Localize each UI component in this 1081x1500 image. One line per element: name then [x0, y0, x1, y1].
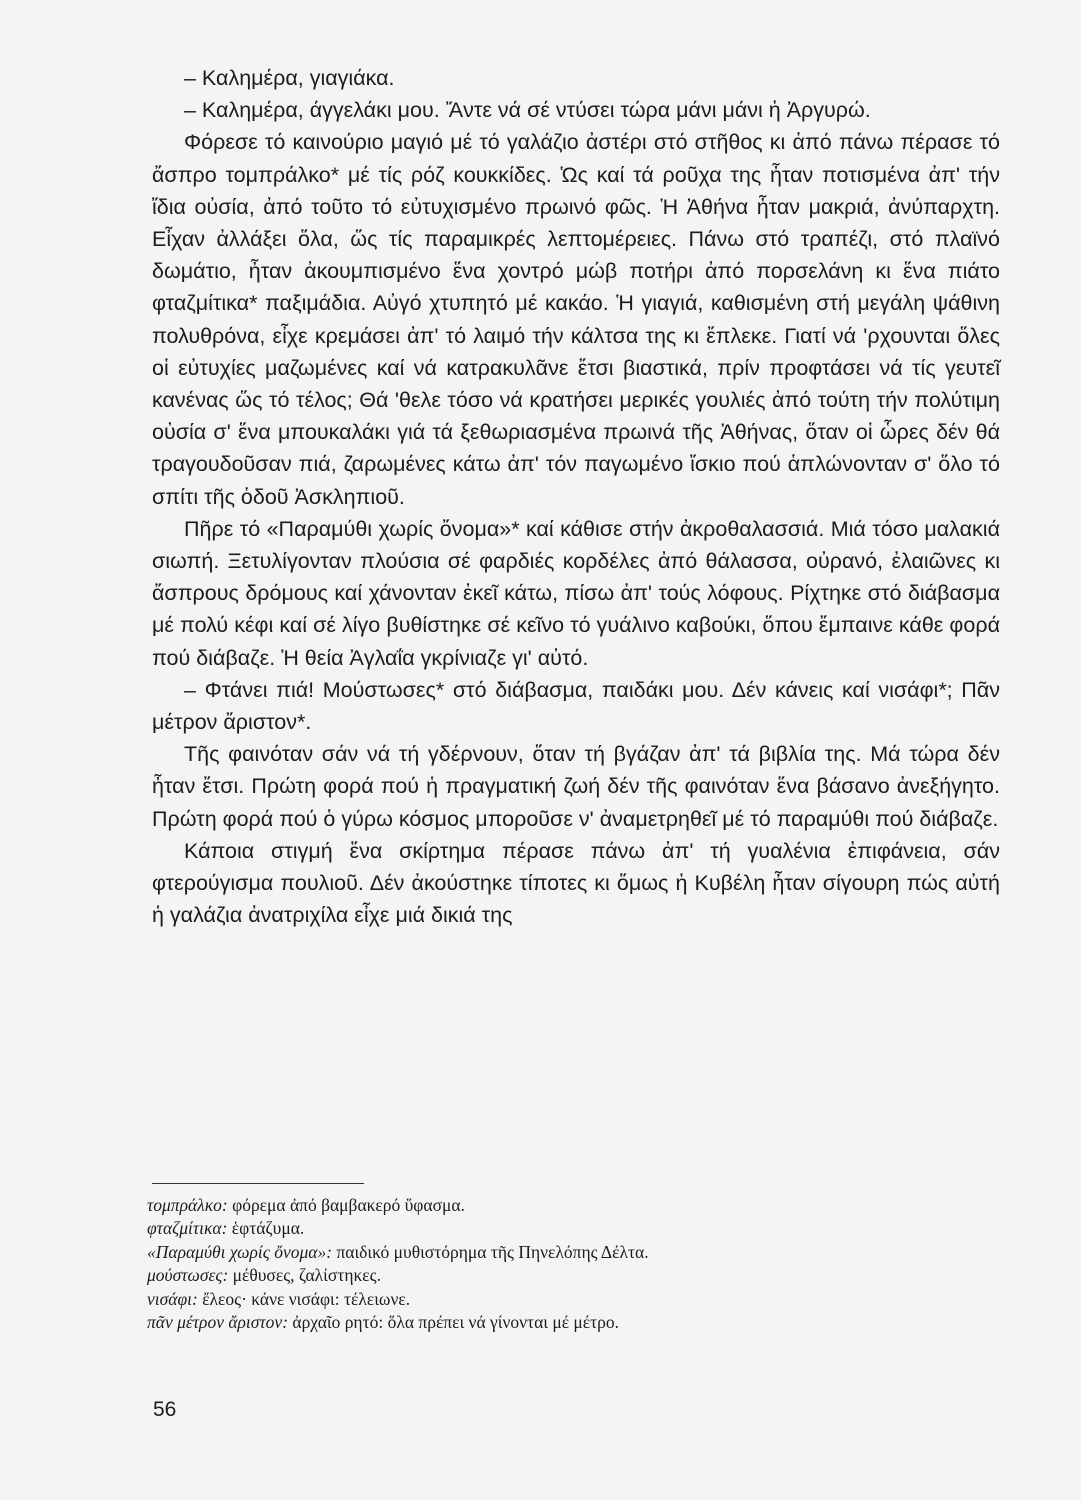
footnote-term: τομπράλκο:	[147, 1195, 228, 1215]
paragraph: – Φτάνει πιά! Μούστωσες* στό διάβασμα, παιδάκι μου. Δέν κάνεις καί νισάφι*; Πᾶν μέτρον ἄριστον*.	[152, 677, 1000, 735]
footnote	[147, 1288, 1007, 1311]
footnote-term: πᾶν μέτρον ἄριστον:	[147, 1312, 289, 1333]
footnote-definition: ἑφτάζυμα.	[231, 1218, 305, 1239]
footnote-definition: ἀρχαῖο ρητό: ὅλα πρέπει νά γίνονται μέ μέτρο.	[292, 1312, 620, 1333]
paragraph: Κάποια στιγμή ἕνα σκίρτημα πέρασε πάνω ἀπ' τή γυαλένια ἐπιφάνεια, σάν φτερούγισμα πουλιοῦ. Δέν ἀκούστηκε τίποτες κι ὅμως ἡ Κυβέλη ἦταν σίγουρη πώς αὐτή ἡ γαλάζια ἀνατριχίλα εἶχε μιά δικιά της	[152, 838, 1000, 928]
footnote-term: μούστωσες:	[147, 1265, 229, 1286]
footnote-definition: ἔλεος· κάνε νισάφι: τέλειωνε.	[202, 1288, 411, 1309]
footnote-term: νισάφι:	[147, 1288, 198, 1309]
footnote-term: «Παραμύθι χωρίς ὄνομα»:	[147, 1241, 333, 1262]
footnote-definition: μέθυσες, ζαλίστηκες.	[232, 1265, 381, 1286]
paragraph: – Καλημέρα, άγγελάκι μου. Ἄντε νά σέ ντύσει τώρα μάνι μάνι ἡ Ἀργυρώ.	[184, 98, 871, 123]
footnote-definition: παιδικό μυθιστόρημα τῆς Πηνελόπης Δέλτα.	[336, 1241, 649, 1262]
footnote-definition: φόρεμα ἀπό βαμβακερό ὕφασμα.	[232, 1195, 465, 1215]
paragraph: Φόρεσε τό καινούριο μαγιό μέ τό γαλάζιο ἀστέρι στό στῆθος κι ἀπό πάνω πέρασε τό ἄσπρο τομπράλκο* μέ τίς ρόζ κουκκίδες. Ὡς καί τά ροῦχα της ἦταν ποτισμένα ἀπ' τήν ἴδια οὐσία, ἀπό τοῦτο τό εὐτυχισμένο πρωινό φῶς. Ἡ Ἀθήνα ἦταν μακριά, ἀνύπαρχτη. Εἶχαν ἀλλάξει ὅλα, ὥς τίς παραμικρές λεπτομέρειες. Πάνω στό τραπέζι, στό πλαϊνό δωμάτιο, ἦταν ἀκουμπισμένο ἕνα χοντρό μώβ ποτήρι ἀπό πορσελάνη κι ἕνα πιάτο φταζμίτικα* παξιμάδια. Αὐγό χτυπητό μέ κακάο. Ἡ γιαγιά, καθισμένη στή μεγάλη ψάθινη πολυθρόνα, εἶχε κρεμάσει ἀπ' τό λαιμό τήν κάλτσα της κι ἔπλεκε. Γιατί νά 'ρχουνται ὅλες οἱ εὐτυχίες μαζωμένες καί νά κατρακυλᾶνε ἔτσι βιαστικά, πρίν προφτάσει νά τίς γευτεῖ κανένας ὥς τό τέλος; Θά 'θελε τόσο νά κρατήσει μερικές γουλιές ἀπό τούτη τήν πολύτιμη οὐσία σ' ἕνα μπουκαλάκι γιά τά ξεθωριασμένα πρωινά τῆς Ἀθήνας, ὅταν οἱ ὧρες δέν θά τραγουδοῦσαν πιά, ζαρωμένες κάτω ἀπ' τόν παγωμένο ἴσκιο πού ἁπλώνονταν σ' ὅλο τό σπίτι τῆς ὁδοῦ Ἀσκληπιοῦ.	[152, 130, 1000, 509]
footnote	[147, 1217, 1007, 1240]
footnote	[147, 1264, 1007, 1287]
paragraph: Πῆρε τό «Παραμύθι χωρίς ὄνομα»* καί κάθισε στήν ἀκροθαλασσιά. Μιά τόσο μαλακιά σιωπή. Ξετυλίγονταν πλούσια σέ φαρδιές κορδέλες ἀπό θάλασσα, οὐρανό, ἐλαιῶνες κι ἄσπρους δρόμους καί χάνονταν ἐκεῖ κάτω, πίσω ἀπ' τούς λόφους. Ρίχτηκε στό διάβασμα μέ πολύ κέφι καί σέ λίγο βυθίστηκε σέ κεῖνο τό γυάλινο καβούκι, ὅπου ἔμπαινε κάθε φορά πού διάβαζε. Ἡ θεία Ἀγλαΐα γκρίνιαζε γι' αὐτό.	[152, 516, 1000, 670]
footnote	[147, 1241, 1007, 1264]
footnote-divider	[152, 1183, 364, 1184]
footnote	[147, 1311, 1007, 1334]
paragraph: – Καλημέρα, γιαγιάκα.	[184, 66, 395, 90]
page-number: 56	[153, 1398, 177, 1421]
footnotes	[147, 1194, 1007, 1334]
main-text	[152, 62, 1000, 931]
footnote	[147, 1194, 1007, 1217]
paragraph: Τῆς φαινόταν σάν νά τή γδέρνουν, ὅταν τή βγάζαν ἀπ' τά βιβλία της. Μά τώρα δέν ἦταν ἔτσι. Πρώτη φορά πού ἡ πραγματική ζωή δέν τῆς φαινόταν ἕνα βάσανο ἀνεξήγητο. Πρώτη φορά πού ὁ γύρω κόσμος μποροῦσε ν' ἀναμετρηθεῖ μέ τό παραμύθι πού διάβαζε.	[152, 742, 1000, 831]
footnote-term: φταζμίτικα:	[147, 1218, 228, 1239]
